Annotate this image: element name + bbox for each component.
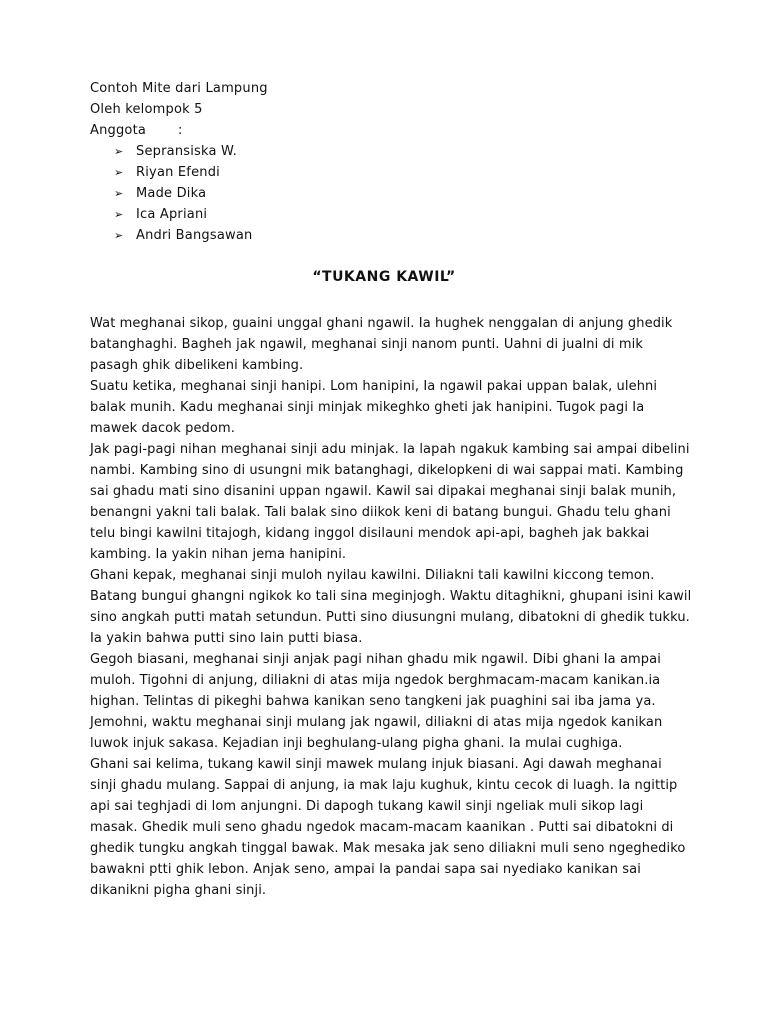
anggota-label: Anggota [90,123,147,138]
document-header [90,78,268,246]
list-item [114,183,268,204]
story-paragraph: Jak pagi-pagi nihan meghanai sinji adu minjak. Ia lapah ngakuk kambing sai ampai dibelini nambi. Kambing sino di usungni mik batanghagi, dikelopkeni di wai sappai mati. Kambing sai ghadu mati sino disanini uppan ngawil. Kawil sai dipakai meghanai sinji balak munih, benangni yakni tali balak. Tali balak sino diikok keni di batang bungui. Ghadu telu ghani telu bingi kawilni titajogh, kidang inggol disilauni mendok api-api, bagheh jak bakkai kambing. Ia yakin nihan jema hanipini. [90,442,690,562]
anggota-line [90,120,268,141]
story-paragraph: Ghani kepak, meghanai sinji muloh nyilau kawilni. Diliakni tali kawilni kiccong temon. Batang bungui ghangni ngikok ko tali sina meginjogh. Waktu ditaghikni, ghupani isini kawil sino angkah putti matah setundun. Putti sino diusungni mulang, dibatokni di ghedik tukku. Ia yakin bahwa putti sino lain putti biasa. [90,568,692,646]
list-item [114,204,268,225]
arrow-bullet-icon: ➢ [114,187,124,200]
anggota-colon: : [178,123,183,138]
list-item [114,141,268,162]
member-name: Made Dika [136,186,207,201]
member-name: Ica Apriani [136,207,208,222]
header-line-title: Contoh Mite dari Lampung [90,81,268,96]
header-line-group: Oleh kelompok 5 [90,102,203,117]
list-item [114,225,268,246]
arrow-bullet-icon: ➢ [114,208,124,221]
arrow-bullet-icon: ➢ [114,229,124,242]
member-name: Sepransiska W. [136,144,237,159]
story-paragraph: Wat meghanai sikop, guaini unggal ghani ngawil. Ia hughek nenggalan di anjung ghedik batanghaghi. Bagheh jak ngawil, meghanai sinji nanom punti. Uahni di jualni di mik pasagh ghik dibelikeni kambing. [90,316,673,373]
story-paragraph: Suatu ketika, meghanai sinji hanipi. Lom hanipini, Ia ngawil pakai uppan balak, ulehni balak munih. Kadu meghanai sinji minjak mikeghko gheti jak hanipini. Tugok pagi Ia mawek dacok pedom. [90,379,658,436]
arrow-bullet-icon: ➢ [114,166,124,179]
story-title: “TUKANG KAWIL” [312,269,456,285]
story-paragraph: Gegoh biasani, meghanai sinji anjak pagi nihan ghadu mik ngawil. Dibi ghani Ia ampai muloh. Tigohni di anjung, diliakni di atas mija ngedok berghmacam-macam kanikan.ia highan. Telintas di pikeghi bahwa kanikan seno tangkeni jak puaghini sai iba jama ya. Jemohni, waktu meghanai sinji mulang jak ngawil, diliakni di atas mija ngedok kanikan luwok injuk sakasa. Kejadian inji beghulang-ulang pigha ghani. Ia mulai cughiga. [90,652,663,751]
member-name: Andri Bangsawan [136,228,253,243]
story-body [90,313,692,901]
member-name: Riyan Efendi [136,165,220,180]
arrow-bullet-icon: ➢ [114,145,124,158]
story-paragraph: Ghani sai kelima, tukang kawil sinji mawek mulang injuk biasani. Agi dawah meghanai sinji ghadu mulang. Sappai di anjung, ia mak laju kughuk, kintu cecok di luagh. Ia ngittip api sai teghjadi di lom anjungni. Di dapogh tukang kawil sinji ngeliak muli sikop lagi masak. Ghedik muli seno ghadu ngedok macam-macam kaanikan . Putti sai dibatokni di ghedik tungku angkah tinggal bawak. Mak mesaka jak seno diliakni muli seno ngeghediko bawakni ptti ghik lebon. Anjak seno, ampai Ia pandai sapa sai nyediako kanikan sai dikanikni pigha ghani sinji. [90,757,686,898]
list-item [114,162,268,183]
member-list [90,141,268,246]
